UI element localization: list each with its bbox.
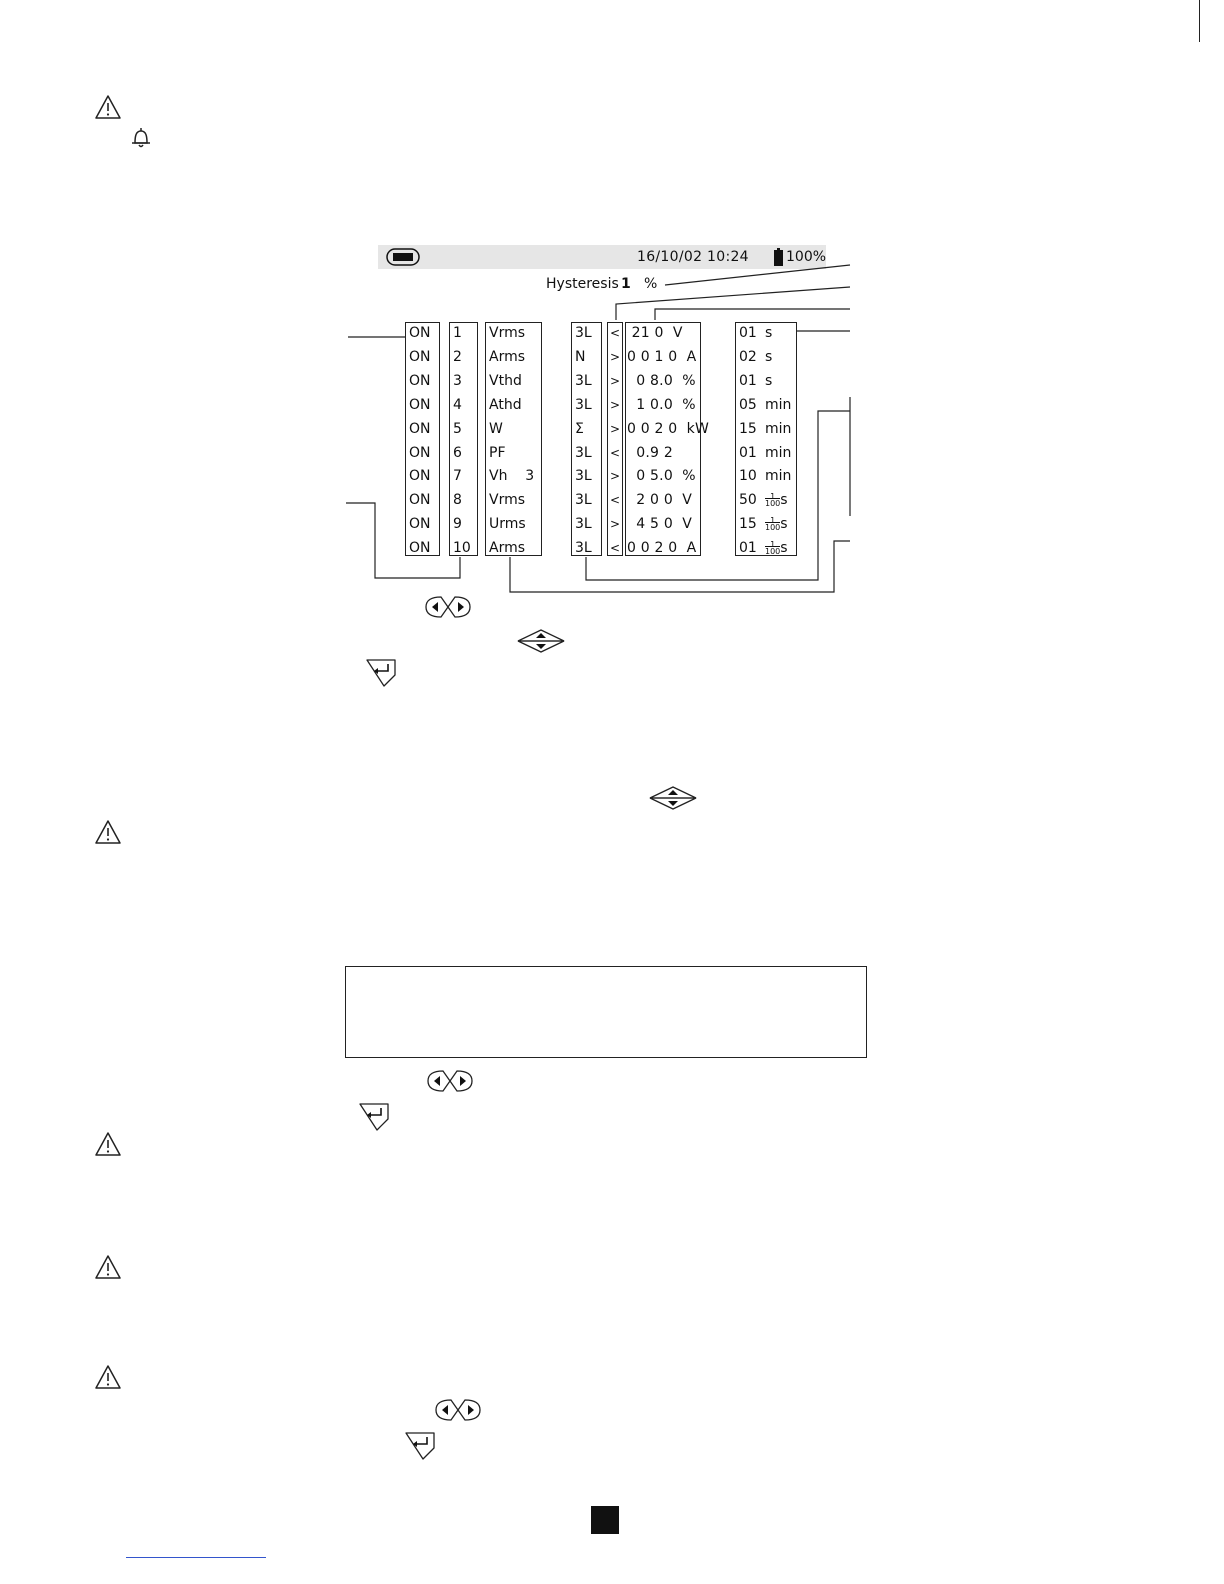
phase-column[interactable]	[571, 322, 602, 556]
duration-value-cell[interactable]: 05	[739, 396, 757, 413]
quantity-cell[interactable]: Vthd	[489, 372, 522, 389]
up-down-keys-icon	[647, 784, 699, 812]
edge-rule	[1199, 0, 1200, 42]
phase-cell[interactable]: 3L	[575, 492, 592, 509]
alarm-number-cell: 1	[453, 325, 462, 341]
direction-cell[interactable]: >	[610, 373, 621, 388]
warning-icon	[94, 819, 122, 845]
state-column[interactable]	[405, 322, 440, 556]
duration-unit-cell[interactable]: min	[765, 468, 792, 485]
state-cell[interactable]: ON	[409, 516, 431, 533]
alarm-number-cell: 5	[453, 420, 462, 437]
left-right-keys-icon	[423, 594, 473, 620]
page-number-block	[591, 1506, 619, 1534]
duration-value-cell[interactable]: 50	[739, 492, 757, 509]
hysteresis-value[interactable]: 1	[621, 276, 631, 292]
battery-percentage: 100%	[786, 249, 827, 265]
duration-unit-cell[interactable]: min	[765, 420, 792, 437]
up-down-keys-icon	[515, 627, 567, 655]
direction-cell[interactable]: <	[610, 541, 621, 556]
threshold-cell[interactable]: 0.9 2	[627, 444, 673, 461]
alarm-number-cell: 6	[453, 444, 462, 461]
quantity-cell[interactable]: Arms	[489, 348, 526, 365]
threshold-cell[interactable]: 2 0 0 V	[627, 492, 692, 509]
alarm-number-cell: 3	[453, 372, 462, 389]
hysteresis-label: Hysteresis	[546, 276, 619, 292]
duration-value-cell[interactable]: 01	[739, 444, 757, 461]
duration-value-cell[interactable]: 15	[739, 516, 757, 533]
duration-unit-cell[interactable]: s	[765, 372, 773, 389]
warning-icon	[94, 94, 122, 120]
duration-value-cell[interactable]: 10	[739, 468, 757, 485]
duration-unit-cell[interactable]: min	[765, 396, 792, 413]
quantity-cell[interactable]: Arms	[489, 540, 526, 557]
battery-icon	[774, 248, 783, 266]
warning-icon	[94, 1254, 122, 1280]
quantity-cell[interactable]: Vrms	[489, 325, 526, 341]
phase-cell[interactable]: N	[575, 348, 586, 365]
duration-value-cell[interactable]: 01	[739, 325, 757, 341]
footer-rule	[126, 1557, 266, 1558]
direction-cell[interactable]: <	[610, 445, 621, 460]
warning-icon	[94, 1131, 122, 1157]
quantity-cell[interactable]: Vh 3	[489, 468, 535, 485]
alarm-number-cell: 9	[453, 516, 462, 533]
alarm-number-cell: 8	[453, 492, 462, 509]
state-cell[interactable]: ON	[409, 468, 431, 485]
duration-column[interactable]	[735, 322, 797, 556]
phase-cell[interactable]: 3L	[575, 325, 592, 341]
quantity-cell[interactable]: W	[489, 420, 503, 437]
bell-icon	[129, 126, 153, 150]
direction-cell[interactable]: <	[610, 326, 621, 340]
hysteresis-unit: %	[644, 276, 658, 292]
message-box	[345, 966, 867, 1058]
threshold-cell[interactable]: 0 5.0 %	[627, 468, 696, 485]
direction-cell[interactable]: >	[610, 469, 621, 484]
phase-cell[interactable]: 3L	[575, 540, 592, 557]
state-cell[interactable]: ON	[409, 348, 431, 365]
direction-cell[interactable]: >	[610, 517, 621, 532]
threshold-cell[interactable]: 0 0 2 0 kW	[627, 420, 710, 437]
enter-key-icon	[364, 657, 398, 687]
state-cell[interactable]: ON	[409, 492, 431, 509]
duration-unit-cell[interactable]: s	[765, 348, 773, 365]
status-bar	[378, 245, 826, 269]
duration-unit-cell[interactable]: 1 100s	[765, 540, 788, 557]
left-right-keys-icon	[433, 1397, 483, 1423]
alarm-number-cell: 7	[453, 468, 462, 485]
device-screen	[330, 240, 890, 610]
alarm-mode-icon	[386, 248, 420, 266]
enter-key-icon	[403, 1430, 437, 1460]
quantity-cell[interactable]: PF	[489, 444, 506, 461]
direction-cell[interactable]: >	[610, 421, 621, 436]
state-cell[interactable]: ON	[409, 396, 431, 413]
phase-cell[interactable]: 3L	[575, 372, 592, 389]
left-right-keys-icon	[425, 1068, 475, 1094]
direction-cell[interactable]: <	[610, 493, 621, 508]
quantity-cell[interactable]: Athd	[489, 396, 522, 413]
datetime: 16/10/02 10:24	[637, 249, 749, 265]
phase-cell[interactable]: Σ	[575, 420, 584, 437]
threshold-cell[interactable]: 0 8.0 %	[627, 372, 696, 389]
phase-cell[interactable]: 3L	[575, 516, 592, 533]
duration-value-cell[interactable]: 01	[739, 540, 757, 557]
direction-cell[interactable]: >	[610, 397, 621, 412]
duration-value-cell[interactable]: 15	[739, 420, 757, 437]
threshold-cell[interactable]: 0 0 1 0 A	[627, 348, 697, 365]
phase-cell[interactable]: 3L	[575, 396, 592, 413]
threshold-cell[interactable]: 1 0.0 %	[627, 396, 696, 413]
threshold-cell[interactable]: 4 5 0 V	[627, 516, 692, 533]
quantity-cell[interactable]: Urms	[489, 516, 526, 533]
duration-unit-cell[interactable]: 1 100s	[765, 492, 788, 509]
duration-unit-cell[interactable]: s	[765, 325, 773, 341]
threshold-cell[interactable]: 21 0 V	[627, 325, 683, 341]
duration-unit-cell[interactable]: min	[765, 444, 792, 461]
warning-icon	[94, 1364, 122, 1390]
state-cell[interactable]: ON	[409, 325, 431, 341]
state-cell[interactable]: ON	[409, 444, 431, 461]
number-column	[449, 322, 478, 556]
direction-column[interactable]	[607, 322, 623, 556]
quantity-column[interactable]	[485, 322, 542, 556]
direction-cell[interactable]: >	[610, 349, 621, 364]
phase-cell[interactable]: 3L	[575, 444, 592, 461]
alarm-number-cell: 10	[453, 540, 471, 557]
duration-value-cell[interactable]: 02	[739, 348, 757, 365]
alarm-number-cell: 2	[453, 348, 462, 365]
threshold-column[interactable]	[625, 322, 710, 557]
enter-key-icon	[357, 1101, 391, 1131]
phase-cell[interactable]: 3L	[575, 468, 592, 485]
state-cell[interactable]: ON	[409, 372, 431, 389]
duration-unit-cell[interactable]: 1 100s	[765, 516, 788, 533]
alarm-number-cell: 4	[453, 396, 462, 413]
quantity-cell[interactable]: Vrms	[489, 492, 526, 509]
threshold-cell[interactable]: 0 0 2 0 A	[627, 540, 697, 557]
state-cell[interactable]: ON	[409, 420, 431, 437]
duration-value-cell[interactable]: 01	[739, 372, 757, 389]
state-cell[interactable]: ON	[409, 540, 431, 557]
